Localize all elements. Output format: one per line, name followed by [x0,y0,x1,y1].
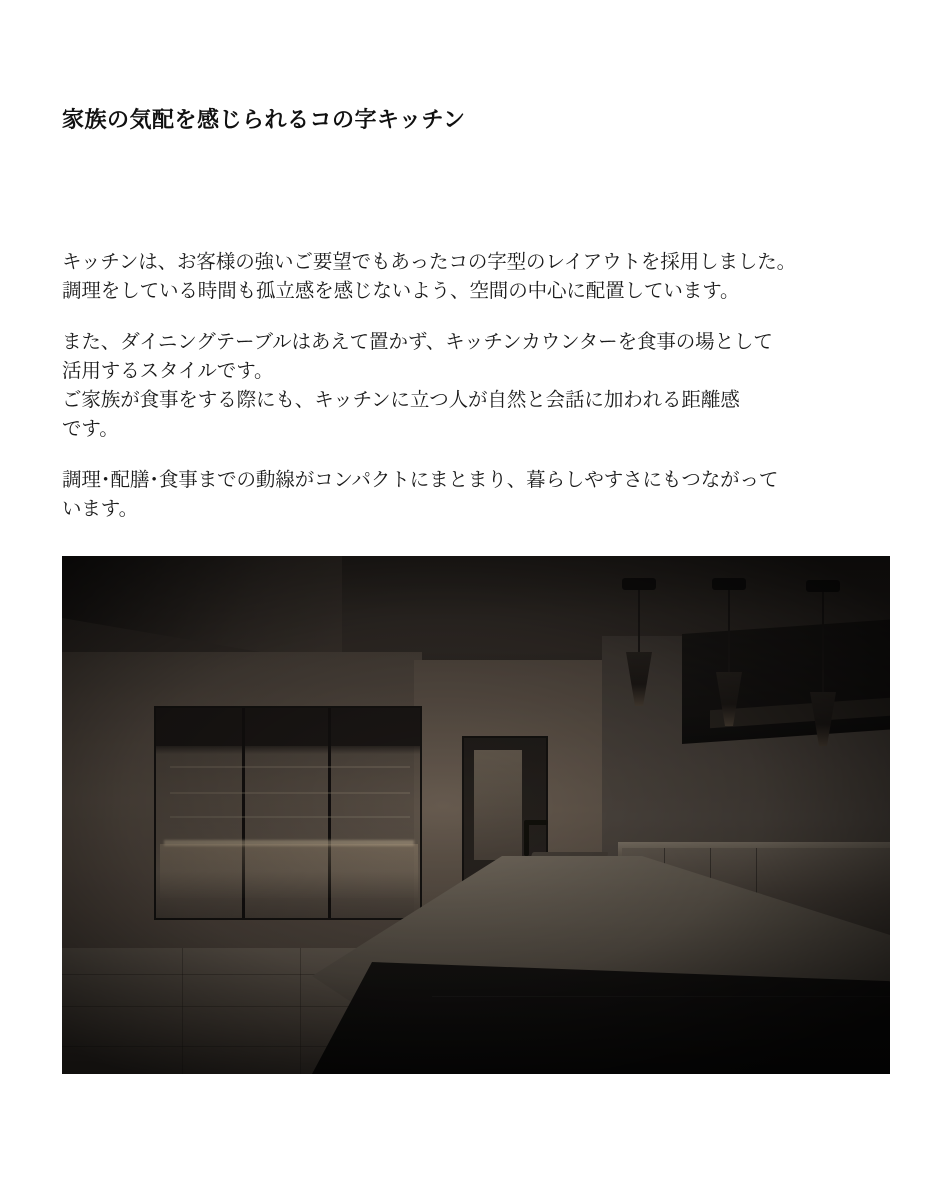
paragraph-3-line-1: 調理･配膳･食事までの動線がコンパクトにまとまり、暮らしやすさにもつながって [62,470,779,491]
paragraph-1 [62,248,892,306]
paragraph-3 [62,466,892,524]
article-body [62,248,892,524]
page-title: 家族の気配を感じられるコの字キッチン [62,106,466,132]
paragraph-1-line-1: キッチンは、お客様の強いご要望でもあったコの字型のレイアウトを採用しました。 [62,252,797,273]
photo-vignette [62,556,890,1074]
paragraph-2 [62,328,892,444]
paragraph-1-line-2: 調理をしている時間も孤立感を感じないよう、空間の中心に配置しています。 [62,281,740,302]
paragraph-3-line-2: います。 [62,499,139,520]
paragraph-2-line-4: です。 [62,419,119,440]
kitchen-photo-illustration [62,556,890,1074]
paragraph-2-line-3: ご家族が食事をする際にも、キッチンに立つ人が自然と会話に加われる距離感 [62,390,740,411]
paragraph-2-line-1: また、ダイニングテーブルはあえて置かず、キッチンカウンターを食事の場として [62,332,773,353]
kitchen-photo [62,556,890,1074]
paragraph-2-line-2: 活用するスタイルです。 [62,361,274,382]
